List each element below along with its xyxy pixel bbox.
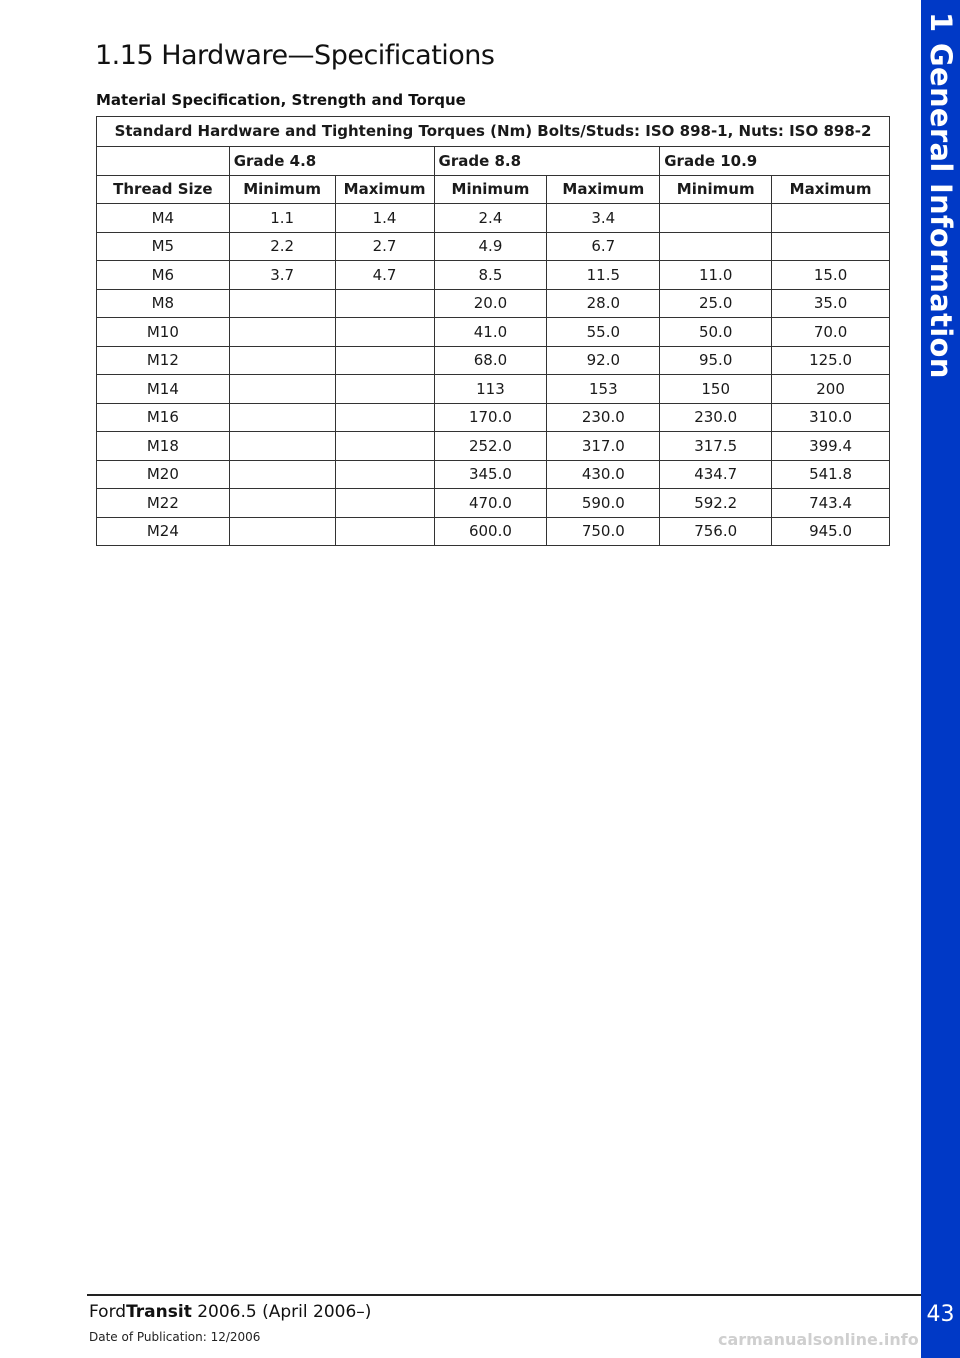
torque-value-cell: 590.0	[547, 489, 660, 518]
table-row	[97, 346, 890, 375]
torque-value-cell	[229, 432, 335, 461]
torque-value-cell: 20.0	[434, 289, 547, 318]
page-title: 1.15 Hardware—Specifications	[95, 40, 495, 71]
grade-header-empty	[97, 147, 230, 176]
torque-value-cell: 8.5	[434, 261, 547, 290]
torque-value-cell: 756.0	[660, 517, 772, 546]
torque-value-cell: 945.0	[772, 517, 890, 546]
table-row	[97, 261, 890, 290]
torque-value-cell	[229, 375, 335, 404]
torque-value-cell: 11.5	[547, 261, 660, 290]
torque-value-cell	[335, 289, 434, 318]
table-row	[97, 460, 890, 489]
torque-value-cell: 170.0	[434, 403, 547, 432]
torque-value-cell: 2.7	[335, 232, 434, 261]
torque-value-cell: 92.0	[547, 346, 660, 375]
torque-value-cell: 153	[547, 375, 660, 404]
table-row	[97, 289, 890, 318]
torque-value-cell: 399.4	[772, 432, 890, 461]
footer-date: Date of Publication: 12/2006	[89, 1330, 261, 1344]
torque-value-cell: 310.0	[772, 403, 890, 432]
torque-value-cell	[229, 517, 335, 546]
thread-size-cell: M20	[97, 460, 230, 489]
torque-value-cell: 430.0	[547, 460, 660, 489]
torque-value-cell: 600.0	[434, 517, 547, 546]
grade-header-row	[97, 147, 890, 176]
table-body	[97, 204, 890, 546]
torque-value-cell: 2.2	[229, 232, 335, 261]
torque-value-cell: 4.7	[335, 261, 434, 290]
torque-value-cell: 50.0	[660, 318, 772, 347]
torque-value-cell	[229, 289, 335, 318]
thread-size-cell: M12	[97, 346, 230, 375]
torque-value-cell	[335, 346, 434, 375]
torque-value-cell: 592.2	[660, 489, 772, 518]
table-row	[97, 517, 890, 546]
torque-value-cell	[660, 232, 772, 261]
torque-value-cell: 11.0	[660, 261, 772, 290]
thread-size-cell: M5	[97, 232, 230, 261]
grade-header-8-8: Grade 8.8	[434, 147, 660, 176]
column-header: Thread Size	[97, 175, 230, 204]
torque-value-cell: 35.0	[772, 289, 890, 318]
column-header: Maximum	[772, 175, 890, 204]
torque-value-cell: 15.0	[772, 261, 890, 290]
torque-value-cell: 230.0	[660, 403, 772, 432]
torque-value-cell: 541.8	[772, 460, 890, 489]
thread-size-cell: M6	[97, 261, 230, 290]
thread-size-cell: M18	[97, 432, 230, 461]
thread-size-cell: M8	[97, 289, 230, 318]
footer-brand: Ford	[89, 1302, 127, 1322]
table-row	[97, 232, 890, 261]
table-row	[97, 432, 890, 461]
torque-value-cell: 750.0	[547, 517, 660, 546]
torque-value-cell: 3.4	[547, 204, 660, 233]
torque-value-cell: 150	[660, 375, 772, 404]
torque-value-cell: 6.7	[547, 232, 660, 261]
thread-size-cell: M14	[97, 375, 230, 404]
torque-value-cell: 434.7	[660, 460, 772, 489]
thread-size-cell: M22	[97, 489, 230, 518]
watermark: carmanualsonline.info	[718, 1330, 919, 1349]
thread-size-cell: M16	[97, 403, 230, 432]
column-header: Minimum	[229, 175, 335, 204]
torque-value-cell: 3.7	[229, 261, 335, 290]
torque-value-cell: 470.0	[434, 489, 547, 518]
table-row	[97, 489, 890, 518]
thread-size-cell: M24	[97, 517, 230, 546]
torque-value-cell: 200	[772, 375, 890, 404]
torque-value-cell: 4.9	[434, 232, 547, 261]
page-number: 43	[926, 1302, 955, 1327]
column-header-row	[97, 175, 890, 204]
torque-value-cell: 230.0	[547, 403, 660, 432]
grade-header-10-9: Grade 10.9	[660, 147, 890, 176]
torque-value-cell	[335, 432, 434, 461]
torque-value-cell	[229, 489, 335, 518]
torque-value-cell	[772, 232, 890, 261]
torque-value-cell: 743.4	[772, 489, 890, 518]
torque-value-cell	[229, 403, 335, 432]
column-header: Minimum	[660, 175, 772, 204]
footer-edition: 2006.5 (April 2006–)	[191, 1302, 372, 1322]
torque-value-cell: 317.5	[660, 432, 772, 461]
column-header: Maximum	[335, 175, 434, 204]
thread-size-cell: M10	[97, 318, 230, 347]
torque-value-cell	[335, 403, 434, 432]
torque-value-cell: 1.4	[335, 204, 434, 233]
table-row	[97, 403, 890, 432]
table-row	[97, 318, 890, 347]
torque-value-cell	[772, 204, 890, 233]
torque-value-cell	[660, 204, 772, 233]
torque-value-cell	[335, 517, 434, 546]
footer-model: Transit	[126, 1302, 192, 1322]
torque-value-cell: 28.0	[547, 289, 660, 318]
torque-value-cell	[229, 460, 335, 489]
torque-value-cell: 113	[434, 375, 547, 404]
section-heading: Material Specification, Strength and Torque	[96, 91, 466, 109]
thread-size-cell: M4	[97, 204, 230, 233]
column-header: Minimum	[434, 175, 547, 204]
torque-value-cell: 68.0	[434, 346, 547, 375]
torque-value-cell: 25.0	[660, 289, 772, 318]
column-header: Maximum	[547, 175, 660, 204]
torque-value-cell	[229, 318, 335, 347]
torque-value-cell: 1.1	[229, 204, 335, 233]
torque-value-cell: 252.0	[434, 432, 547, 461]
torque-value-cell	[335, 460, 434, 489]
table-row	[97, 204, 890, 233]
torque-value-cell: 70.0	[772, 318, 890, 347]
chapter-title: 1 General Information	[924, 12, 958, 379]
torque-value-cell	[335, 318, 434, 347]
torque-value-cell: 41.0	[434, 318, 547, 347]
torque-value-cell	[335, 375, 434, 404]
torque-value-cell: 345.0	[434, 460, 547, 489]
grade-header-4-8: Grade 4.8	[229, 147, 434, 176]
table-caption: Standard Hardware and Tightening Torques (Nm) Bolts/Studs: ISO 898-1, Nuts: ISO 898-2	[97, 117, 890, 147]
footer-divider	[87, 1294, 921, 1296]
torque-value-cell	[229, 346, 335, 375]
torque-value-cell: 2.4	[434, 204, 547, 233]
torque-value-cell: 55.0	[547, 318, 660, 347]
torque-value-cell: 317.0	[547, 432, 660, 461]
torque-spec-table	[96, 116, 890, 546]
torque-value-cell: 125.0	[772, 346, 890, 375]
footer-publication-line	[89, 1302, 371, 1322]
torque-value-cell: 95.0	[660, 346, 772, 375]
table-row	[97, 375, 890, 404]
torque-value-cell	[335, 489, 434, 518]
